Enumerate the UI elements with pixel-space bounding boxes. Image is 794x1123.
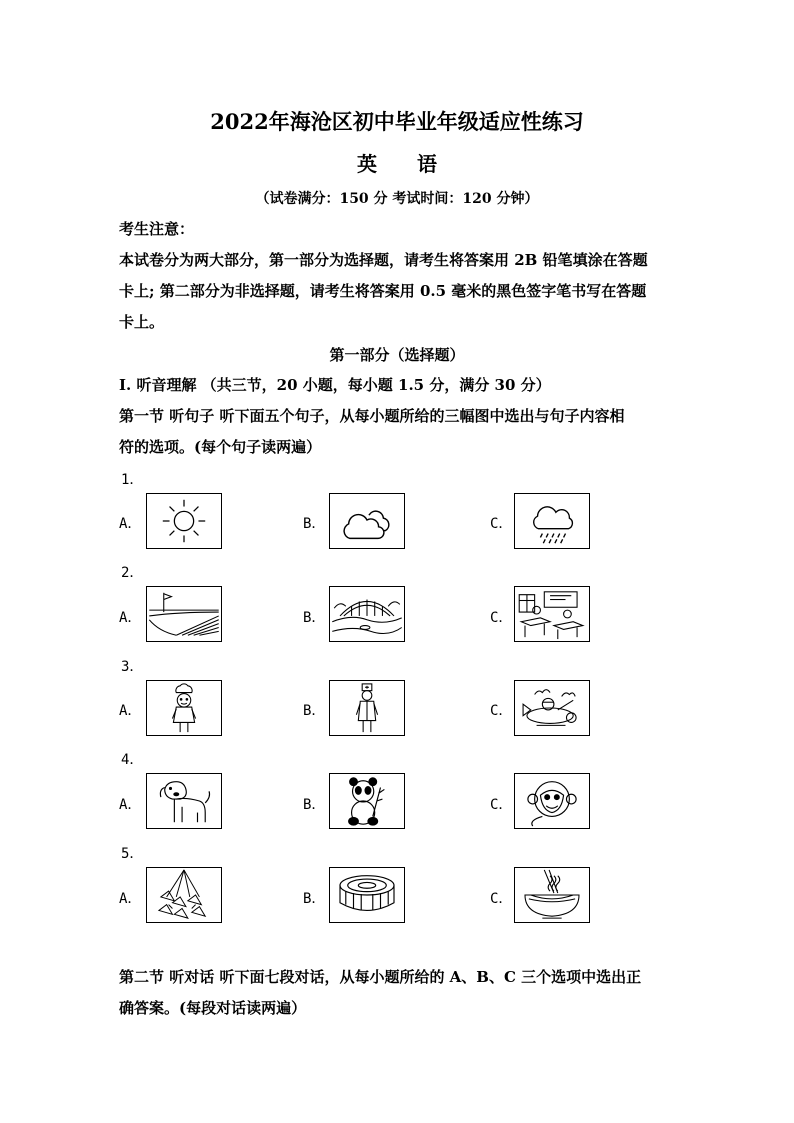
section-two-instruction-1: 第二节 听对话 听下面七段对话，从每小题所给的 A、B、C 三个选项中选出正 <box>119 968 642 986</box>
monkey-icon[interactable] <box>514 773 590 829</box>
zongzi-icon[interactable] <box>146 867 222 923</box>
doctor-icon[interactable] <box>329 680 405 736</box>
option-label: C． <box>490 891 513 907</box>
option-label: A． <box>119 797 142 813</box>
option-label: B． <box>303 891 326 907</box>
section-two-instruction-2: 确答案。(每段对话读两遍） <box>119 999 307 1017</box>
listening-section-title: I. 听音理解 （共三节，20 小题，每小题 1.5 分，满分 30 分） <box>119 376 551 394</box>
option-label: C． <box>490 610 513 626</box>
option-label: B． <box>303 797 326 813</box>
section-one-instruction-1: 第一节 听句子 听下面五个句子，从每小题所给的三幅图中选出与句子内容相 <box>119 407 625 425</box>
part-one-heading: 第一部分（选择题） <box>329 346 465 364</box>
question-number: 2． <box>121 565 144 581</box>
question-number: 3． <box>121 659 144 675</box>
notice-heading: 考生注意： <box>119 220 195 238</box>
option-label: C． <box>490 703 513 719</box>
exam-info: （试卷满分：150 分 考试时间：120 分钟） <box>255 191 539 207</box>
option-label: B． <box>303 516 326 532</box>
option-label: C． <box>490 797 513 813</box>
subject-title: 英语 <box>357 152 477 176</box>
pilot-icon[interactable] <box>514 680 590 736</box>
question-number: 5． <box>121 846 144 862</box>
option-label: A． <box>119 610 142 626</box>
option-label: A． <box>119 516 142 532</box>
mooncake-icon[interactable] <box>329 867 405 923</box>
section-one-instruction-2: 符的选项。(每个句子读两遍） <box>119 438 322 456</box>
notice-line-3: 卡上。 <box>119 313 165 331</box>
exam-title: 2022年海沧区初中毕业年级适应性练习 <box>210 109 584 134</box>
option-label: A． <box>119 703 142 719</box>
option-label: B． <box>303 610 326 626</box>
rain-cloud-icon[interactable] <box>514 493 590 549</box>
option-label: A． <box>119 891 142 907</box>
dog-icon[interactable] <box>146 773 222 829</box>
question-number: 1． <box>121 472 144 488</box>
option-label: C． <box>490 516 513 532</box>
noodles-icon[interactable] <box>514 867 590 923</box>
park-bridge-icon[interactable] <box>329 586 405 642</box>
question-number: 4． <box>121 752 144 768</box>
notice-line-2: 卡上; 第二部分为非选择题，请考生将答案用 0.5 毫米的黑色签字笔书写在答题 <box>119 282 647 300</box>
panda-icon[interactable] <box>329 773 405 829</box>
classroom-icon[interactable] <box>514 586 590 642</box>
notice-line-1: 本试卷分为两大部分，第一部分为选择题，请考生将答案用 2B 铅笔填涂在答题 <box>119 251 648 269</box>
cloud-icon[interactable] <box>329 493 405 549</box>
option-label: B． <box>303 703 326 719</box>
sports-field-icon[interactable] <box>146 586 222 642</box>
sun-icon[interactable] <box>146 493 222 549</box>
cook-icon[interactable] <box>146 680 222 736</box>
